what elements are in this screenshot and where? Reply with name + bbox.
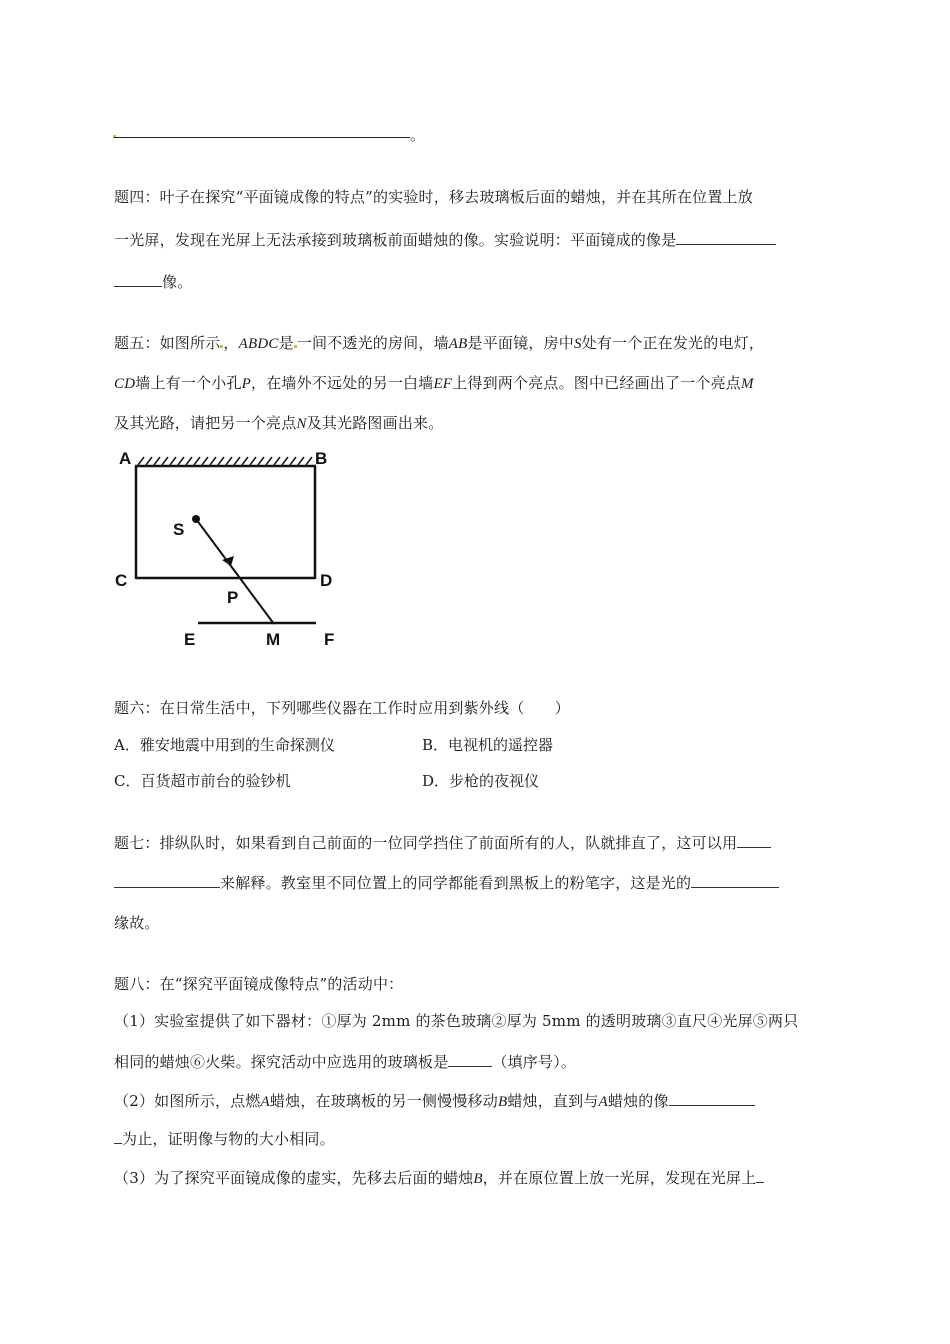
answer-blank[interactable] [114,1129,122,1144]
q5-line-1: 题五：如图所示 ，ABDC是 一间不透光的房间，墙AB是平面镜，房中S处有一个正在发光的电灯， [114,334,765,352]
q8-stem: 题八：在“探究平面镜成像特点”的活动中： [114,975,404,993]
q7-line-3: 缘故。 [114,914,160,932]
answer-blank[interactable] [737,833,771,848]
light-ray [196,519,274,624]
q5-line-2: CD墙上有一个小孔P，在墙外不远处的另一白墙EF上得到两个亮点。图中已经画出了一个亮点M [114,374,754,392]
answer-blank[interactable] [669,1091,755,1106]
answer-blank[interactable] [114,873,220,888]
label-f: F [324,630,335,649]
q6-option-d[interactable]: D．步枪的夜视仪 [422,772,540,790]
q8-part-2b: 为止，证明像与物的大小相同。 [114,1129,335,1149]
answer-blank[interactable] [448,1052,492,1067]
q6-stem: 题六：在日常生活中，下列哪些仪器在工作时应用到紫外线（ ） [114,699,571,717]
q5-line-3: 及其光路，请把另一个亮点N及其光路图画出来。 [114,414,444,432]
label-c: C [115,571,128,590]
q4-line-1: 题四：叶子在探究“平面镜成像的特点”的实验时，移去玻璃板后面的蜡烛，并在其所在位置上放 [114,188,753,206]
q8-part-2a: （2）如图所示，点燃A蜡烛，在玻璃板的另一侧慢慢移动B蜡烛，直到与A蜡烛的像 [114,1091,755,1112]
q7-line-2: 来解释。教室里不同位置上的同学都能看到黑板上的粉笔字，这是光的 [114,873,779,893]
answer-blank[interactable] [114,136,410,138]
label-p: P [227,588,239,607]
label-m: M [266,630,281,649]
q8-part-3: （3）为了探究平面镜成像的虚实，先移去后面的蜡烛B，并在原位置上放一光屏，发现在光屏上 [114,1168,764,1189]
q8-part-1a: （1）实验室提供了如下器材：①厚为 2mm 的茶色玻璃②厚为 5mm 的透明玻璃③直尺④光屏⑤两只 [114,1012,799,1030]
label-e: E [184,630,196,649]
answer-blank[interactable] [114,272,162,287]
q6-option-a[interactable]: A．雅安地震中用到的生命探测仪 [114,736,335,754]
answer-blank[interactable] [691,873,779,888]
answer-blank[interactable] [756,1168,764,1183]
q6-option-b[interactable]: B．电视机的遥控器 [422,736,554,754]
q7-line-1: 题七：排纵队时，如果看到自己前面的一位同学挡住了前面所有的人，队就排直了，这可以用 [114,833,771,853]
sentence-end: 。 [410,126,426,144]
label-b: B [315,449,328,468]
light-source-dot [192,515,200,523]
mirror-hatching [138,457,312,465]
q8-part-1b: 相同的蜡烛⑥火柴。探究活动中应选用的玻璃板是 （填序号）。 [114,1053,577,1071]
room-mirror-diagram [110,445,350,655]
q4-line-2: 一光屏，发现在光屏上无法承接到玻璃板前面蜡烛的像。实验说明：平面镜成的像是 [114,230,776,250]
label-d: D [320,571,333,590]
label-a: A [119,449,132,468]
q6-option-c[interactable]: C．百货超市前台的验钞机 [114,772,291,790]
label-s: S [173,520,185,539]
answer-blank[interactable] [676,230,776,245]
q4-line-3: 像。 [114,272,192,292]
